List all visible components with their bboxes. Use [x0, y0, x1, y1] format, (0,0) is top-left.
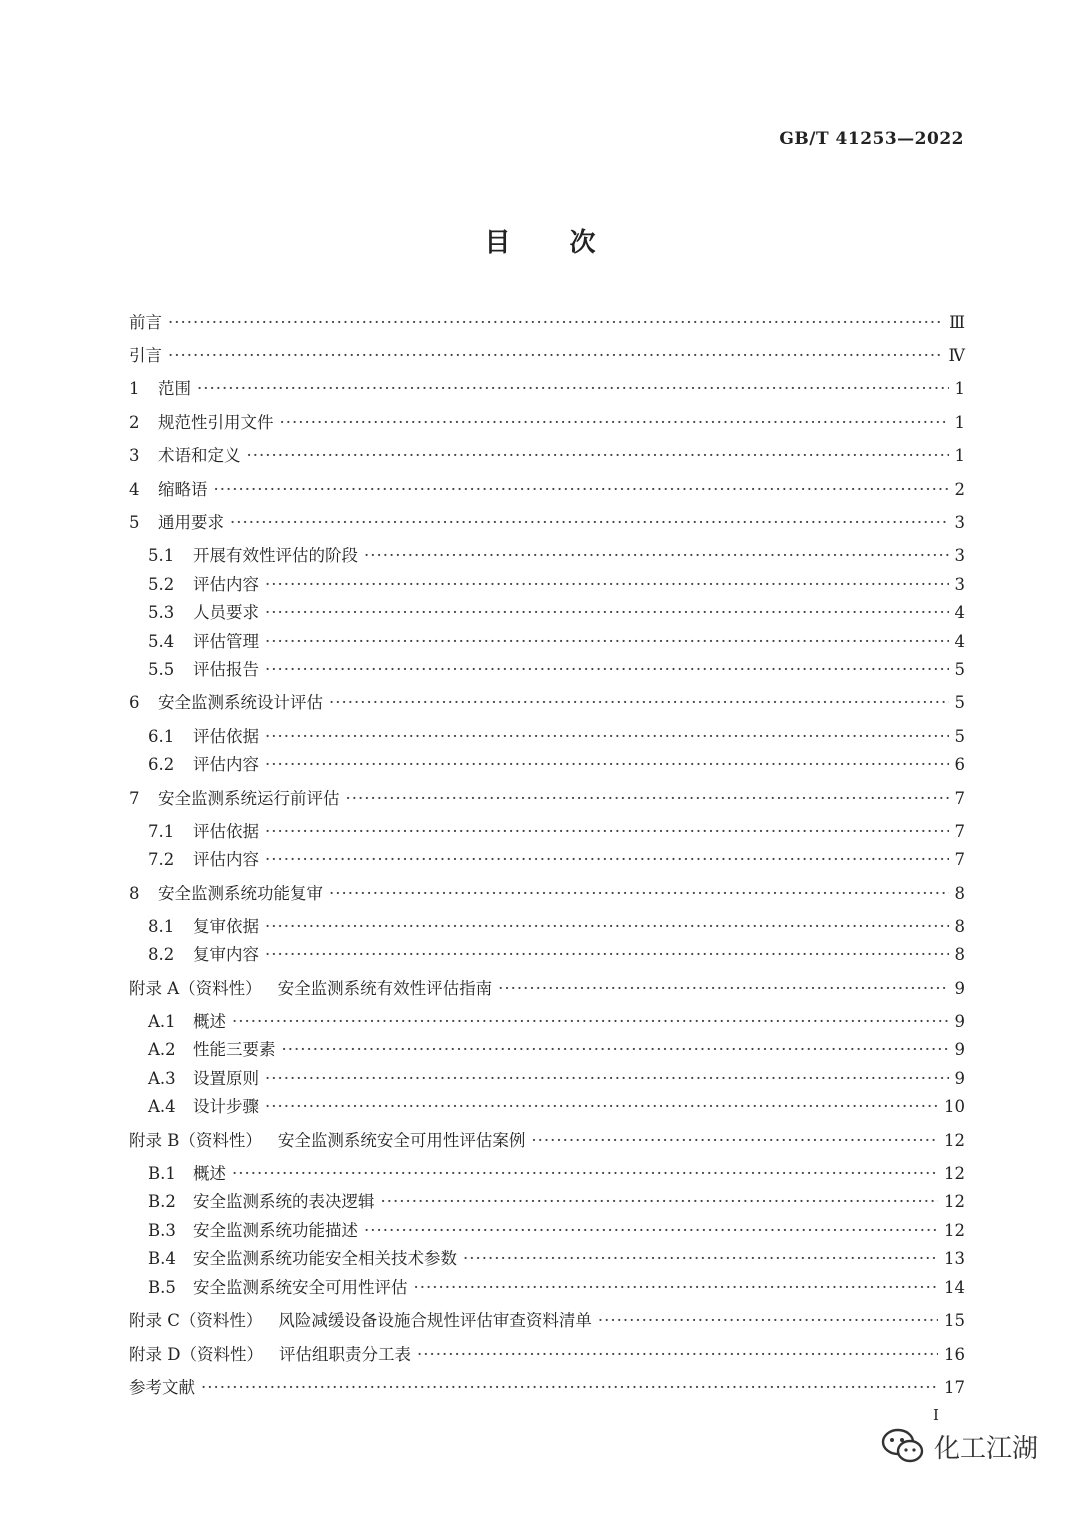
toc-entry[interactable] [129, 542, 965, 566]
toc-entry[interactable] [129, 751, 965, 775]
toc-entry-label: 通用要求 [158, 513, 224, 532]
toc-entry-label: 前言 [129, 313, 162, 332]
toc-entry-label: 设计步骤 [193, 1097, 259, 1116]
toc-entry[interactable] [129, 1341, 965, 1365]
dot-leader [598, 1311, 938, 1330]
toc-entry[interactable] [129, 913, 965, 937]
standard-code: GB/T 41253—2022 [779, 129, 964, 149]
dot-leader [265, 945, 949, 964]
toc-entry-number: 5.4 [148, 632, 175, 651]
toc-entry[interactable] [129, 1160, 965, 1184]
toc-entry[interactable] [129, 880, 965, 904]
toc-entry-page: 16 [944, 1345, 965, 1364]
toc-entry[interactable] [129, 1374, 965, 1398]
toc-entry-number: 3 [129, 446, 140, 465]
toc-entry-label: 概述 [193, 1164, 226, 1183]
dot-leader [265, 660, 949, 679]
toc-entry-number: 8.1 [148, 917, 175, 936]
toc-entry-page: 8 [954, 945, 965, 964]
watermark [880, 1426, 1038, 1466]
dot-leader [463, 1249, 938, 1268]
toc-entry-number: 5.5 [148, 660, 175, 679]
toc-entry-label: 评估管理 [193, 632, 259, 651]
toc-entry-label: 安全监测系统运行前评估 [158, 789, 340, 808]
toc-entry-page: 7 [954, 789, 965, 808]
toc-entry-number: 附录 B（资料性） [129, 1131, 262, 1150]
dot-leader [282, 1040, 949, 1059]
toc-entry-page: 1 [954, 413, 965, 432]
toc-entry[interactable] [129, 1217, 965, 1241]
toc-entry[interactable] [129, 723, 965, 747]
toc-entry-number: 附录 D（资料性） [129, 1345, 263, 1364]
toc-entry[interactable] [129, 509, 965, 533]
toc-entry[interactable] [129, 1274, 965, 1298]
toc-entry-label: 性能三要素 [193, 1040, 276, 1059]
toc-entry-page: 9 [954, 1069, 965, 1088]
toc-entry[interactable] [129, 1127, 965, 1151]
dot-leader [280, 413, 949, 432]
dot-leader [265, 1097, 938, 1116]
toc-entry[interactable] [129, 818, 965, 842]
toc-entry-page: 8 [954, 884, 965, 903]
toc-entry-page: 8 [954, 917, 965, 936]
toc-entry[interactable] [129, 1008, 965, 1032]
toc-entry-page: 9 [954, 1040, 965, 1059]
dot-leader [168, 313, 943, 332]
toc-entry-number: 7 [129, 789, 140, 808]
toc-entry-label: 范围 [158, 379, 191, 398]
toc-entry-page: 9 [954, 1012, 965, 1031]
toc-entry-label: 复审依据 [193, 917, 259, 936]
toc-entry-page: 7 [954, 822, 965, 841]
toc-entry[interactable] [129, 309, 965, 333]
toc-entry-page: 12 [944, 1192, 965, 1211]
dot-leader [531, 1131, 938, 1150]
toc-entry[interactable] [129, 975, 965, 999]
toc-entry[interactable] [129, 941, 965, 965]
toc-entry[interactable] [129, 628, 965, 652]
toc-entry-number: B.2 [148, 1192, 176, 1211]
toc-entry-page: 12 [944, 1164, 965, 1183]
toc-entry-page: 12 [944, 1221, 965, 1240]
toc-entry-number: 8 [129, 884, 140, 903]
toc-entry-number: B.5 [148, 1278, 176, 1297]
dot-leader [498, 979, 948, 998]
dot-leader [364, 1221, 938, 1240]
dot-leader [201, 1378, 938, 1397]
toc-entry-number: 7.1 [148, 822, 175, 841]
dot-leader [168, 346, 943, 365]
toc-entry-page: 3 [954, 546, 965, 565]
toc-entry[interactable] [129, 1245, 965, 1269]
toc-entry-label: 引言 [129, 346, 162, 365]
toc-entry[interactable] [129, 1188, 965, 1212]
toc-entry-label: 安全监测系统有效性评估指南 [277, 979, 493, 998]
toc-entry-page: 15 [944, 1311, 965, 1330]
toc-entry-number: 5.3 [148, 603, 175, 622]
toc-entry-page: 3 [954, 575, 965, 594]
toc-entry-page: 12 [944, 1131, 965, 1150]
toc-entry[interactable] [129, 1093, 965, 1117]
toc-entry[interactable] [129, 1036, 965, 1060]
dot-leader [265, 822, 949, 841]
toc-entry-number: 1 [129, 379, 140, 398]
dot-leader [265, 917, 949, 936]
toc-entry-number: A.1 [148, 1012, 176, 1031]
toc-entry-number: 5.1 [148, 546, 175, 565]
toc-entry-label: 安全监测系统安全可用性评估案例 [277, 1131, 526, 1150]
toc-entry-number: 4 [129, 480, 140, 499]
toc-entry[interactable] [129, 656, 965, 680]
toc-entry-label: 安全监测系统安全可用性评估 [193, 1278, 408, 1297]
toc-entry[interactable] [129, 689, 965, 713]
toc-entry-page: 7 [954, 850, 965, 869]
toc-entry-label: 术语和定义 [158, 446, 241, 465]
toc-entry-number: 附录 A（资料性） [129, 979, 262, 998]
toc-entry-page: 3 [954, 513, 965, 532]
toc-entry-page: 4 [954, 632, 965, 651]
dot-leader [232, 1012, 949, 1031]
toc-entry-page: 10 [944, 1097, 965, 1116]
toc-entry-label: 人员要求 [193, 603, 259, 622]
dot-leader [381, 1192, 939, 1211]
page-number: I [933, 1406, 939, 1424]
toc-entry-label: 概述 [193, 1012, 226, 1031]
toc-entry-label: 风险减缓设备设施合规性评估审查资料清单 [278, 1311, 592, 1330]
toc-entry[interactable] [129, 599, 965, 623]
toc-entry-label: 安全监测系统功能描述 [193, 1221, 358, 1240]
toc-entry-label: 安全监测系统设计评估 [158, 693, 323, 712]
toc-entry[interactable] [129, 846, 965, 870]
dot-leader [247, 446, 949, 465]
dot-leader [414, 1278, 939, 1297]
toc-entry-page: 4 [954, 603, 965, 622]
dot-leader [265, 603, 949, 622]
toc-entry-label: 复审内容 [193, 945, 259, 964]
dot-leader [265, 755, 949, 774]
toc-entry-number: 5.2 [148, 575, 175, 594]
toc-entry-number: 7.2 [148, 850, 175, 869]
toc-entry-number: B.1 [148, 1164, 176, 1183]
dot-leader [214, 480, 949, 499]
dot-leader [265, 575, 949, 594]
toc-entry-label: 评估依据 [193, 727, 259, 746]
toc-entry[interactable] [129, 1065, 965, 1089]
dot-leader [265, 632, 949, 651]
toc-entry-label: 评估组职责分工表 [278, 1345, 411, 1364]
watermark-text: 化工江湖 [934, 1433, 1039, 1464]
toc-entry-number: 8.2 [148, 945, 175, 964]
toc-entry[interactable] [129, 442, 965, 466]
toc-entry[interactable] [129, 1307, 965, 1331]
toc-entry-number: A.4 [148, 1097, 176, 1116]
toc-entry-number: 5 [129, 513, 140, 532]
toc-entry-page: 9 [954, 979, 965, 998]
toc-entry-label: 评估报告 [193, 660, 259, 679]
toc-entry-page: 5 [954, 660, 965, 679]
toc-entry-number: B.4 [148, 1249, 176, 1268]
toc-entry-number: A.2 [148, 1040, 176, 1059]
toc-entry-label: 设置原则 [193, 1069, 259, 1088]
toc-entry-page: Ⅲ [949, 313, 965, 332]
dot-leader [329, 693, 949, 712]
dot-leader [346, 789, 949, 808]
toc-entry-label: 安全监测系统的表决逻辑 [193, 1192, 375, 1211]
toc-entry-label: 评估内容 [193, 850, 259, 869]
toc-entry-label: 缩略语 [158, 480, 208, 499]
toc-entry[interactable] [129, 375, 965, 399]
dot-leader [329, 884, 949, 903]
toc-entry-label: 参考文献 [129, 1378, 195, 1397]
page-title: 目 次 [484, 228, 596, 258]
toc-entry-page: Ⅳ [948, 346, 965, 365]
toc-entry-page: 5 [954, 727, 965, 746]
dot-leader [265, 850, 949, 869]
toc-entry-number: 6 [129, 693, 140, 712]
toc-entry-number: 6.2 [148, 755, 175, 774]
toc-entry-label: 评估内容 [193, 575, 259, 594]
toc-entry-page: 1 [954, 379, 965, 398]
toc-entry-number: B.3 [148, 1221, 176, 1240]
dot-leader [417, 1345, 938, 1364]
toc-entry-number: 6.1 [148, 727, 175, 746]
toc-entry-label: 安全监测系统功能安全相关技术参数 [193, 1249, 457, 1268]
dot-leader [230, 513, 949, 532]
toc-entry-label: 评估内容 [193, 755, 259, 774]
toc-entry-page: 2 [954, 480, 965, 499]
dot-leader [265, 727, 949, 746]
toc-entry-page: 5 [954, 693, 965, 712]
dot-leader [232, 1164, 938, 1183]
toc-entry[interactable] [129, 342, 965, 366]
toc-entry-label: 开展有效性评估的阶段 [193, 546, 358, 565]
toc-entry[interactable] [129, 409, 965, 433]
toc-entry-page: 14 [944, 1278, 965, 1297]
toc-entry-page: 1 [954, 446, 965, 465]
toc-entry-number: 附录 C（资料性） [129, 1311, 263, 1330]
dot-leader [364, 546, 949, 565]
toc-entry-label: 安全监测系统功能复审 [158, 884, 323, 903]
toc-entry-page: 13 [944, 1249, 965, 1268]
toc-entry-page: 6 [954, 755, 965, 774]
dot-leader [265, 1069, 949, 1088]
toc-entry-label: 规范性引用文件 [158, 413, 274, 432]
toc-entry-label: 评估依据 [193, 822, 259, 841]
toc-entry[interactable] [129, 571, 965, 595]
dot-leader [197, 379, 949, 398]
toc-entry-number: 2 [129, 413, 140, 432]
toc-entry[interactable] [129, 785, 965, 809]
wechat-icon [880, 1426, 926, 1466]
toc-entry-number: A.3 [148, 1069, 176, 1088]
toc-entry-page: 17 [944, 1378, 965, 1397]
toc-entry[interactable] [129, 476, 965, 500]
